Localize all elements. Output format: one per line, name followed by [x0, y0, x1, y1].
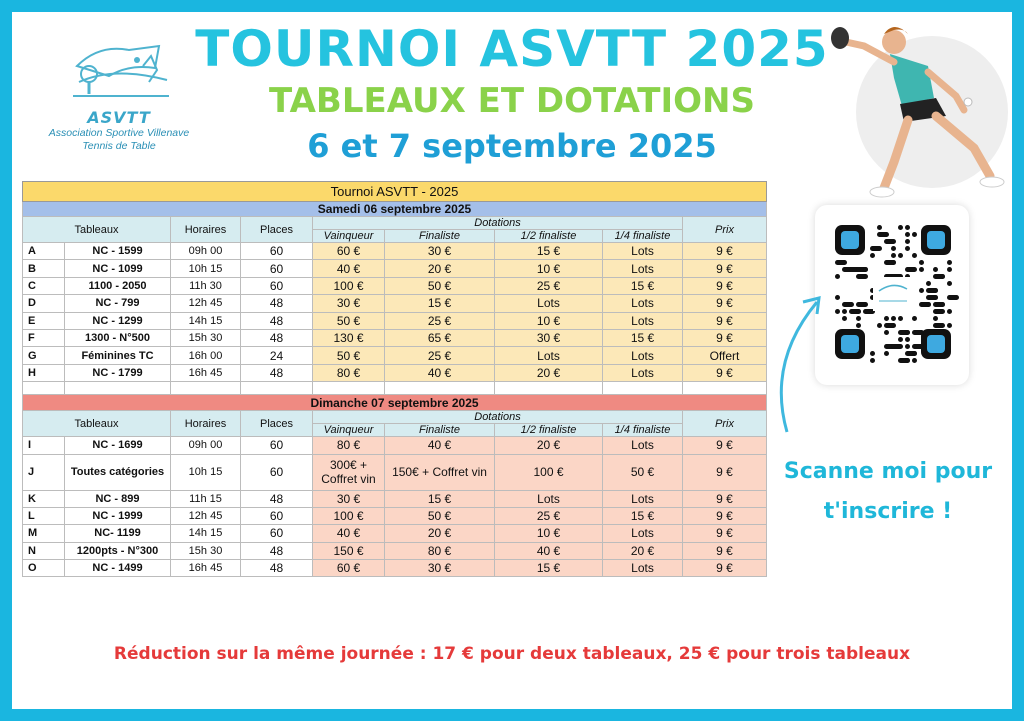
qr-module	[877, 323, 882, 328]
qr-module	[891, 344, 903, 349]
col-dotations: Dotations	[313, 217, 683, 230]
qr-module	[933, 323, 945, 328]
row-semifinalist: 40 €	[495, 542, 603, 559]
row-price: 9 €	[683, 243, 767, 260]
day-header: Samedi 06 septembre 2025	[23, 202, 767, 217]
logo-line-1: Association Sportive Villenave	[48, 127, 190, 139]
row-winner: 60 €	[313, 560, 385, 577]
row-winner: 150 €	[313, 542, 385, 559]
row-time: 16h 00	[171, 347, 241, 364]
qr-module	[912, 253, 917, 258]
row-price: 9 €	[683, 260, 767, 277]
row-time: 09h 00	[171, 437, 241, 454]
qr-module	[835, 260, 847, 265]
row-semifinalist: 10 €	[495, 260, 603, 277]
qr-module	[842, 302, 854, 307]
qr-module	[870, 358, 875, 363]
row-price: 9 €	[683, 364, 767, 381]
row-semifinalist: Lots	[495, 490, 603, 507]
row-semifinalist: Lots	[495, 295, 603, 312]
row-category: NC - 1799	[65, 364, 171, 381]
spacer-cell	[683, 382, 767, 395]
row-finalist: 15 €	[385, 295, 495, 312]
row-price: 9 €	[683, 525, 767, 542]
row-quarterfinalist: Lots	[603, 437, 683, 454]
row-letter: O	[23, 560, 65, 577]
row-places: 60	[241, 437, 313, 454]
col-finaliste: Finaliste	[385, 230, 495, 243]
row-winner: 50 €	[313, 347, 385, 364]
row-category: NC- 1199	[65, 525, 171, 542]
row-quarterfinalist: 15 €	[603, 507, 683, 524]
row-price: 9 €	[683, 329, 767, 346]
qr-module	[947, 260, 952, 265]
qr-module	[933, 309, 945, 314]
qr-module	[863, 267, 868, 272]
qr-module	[912, 330, 924, 335]
qr-module	[919, 288, 924, 293]
qr-module	[926, 302, 931, 307]
row-price: Offert	[683, 347, 767, 364]
spacer-cell	[65, 382, 171, 395]
row-finalist: 65 €	[385, 329, 495, 346]
row-finalist: 20 €	[385, 525, 495, 542]
row-time: 14h 15	[171, 312, 241, 329]
col-places: Places	[241, 217, 313, 243]
row-places: 60	[241, 525, 313, 542]
spacer-cell	[23, 382, 65, 395]
row-time: 12h 45	[171, 295, 241, 312]
row-time: 15h 30	[171, 542, 241, 559]
qr-module	[912, 232, 917, 237]
row-category: NC - 899	[65, 490, 171, 507]
row-quarterfinalist: Lots	[603, 525, 683, 542]
col-quart: 1/4 finaliste	[603, 424, 683, 437]
row-letter: G	[23, 347, 65, 364]
row-price: 9 €	[683, 277, 767, 294]
row-winner: 50 €	[313, 312, 385, 329]
row-time: 16h 45	[171, 560, 241, 577]
row-finalist: 25 €	[385, 312, 495, 329]
qr-module	[856, 323, 861, 328]
qr-module	[947, 309, 952, 314]
row-quarterfinalist: Lots	[603, 243, 683, 260]
row-winner: 60 €	[313, 243, 385, 260]
qr-module	[835, 274, 840, 279]
row-places: 48	[241, 295, 313, 312]
row-category: Féminines TC	[65, 347, 171, 364]
spacer-cell	[313, 382, 385, 395]
row-quarterfinalist: Lots	[603, 295, 683, 312]
row-time: 16h 45	[171, 364, 241, 381]
row-category: NC - 1099	[65, 260, 171, 277]
col-vainqueur: Vainqueur	[313, 230, 385, 243]
row-letter: K	[23, 490, 65, 507]
row-price: 9 €	[683, 454, 767, 490]
row-time: 14h 15	[171, 525, 241, 542]
row-price: 9 €	[683, 542, 767, 559]
row-places: 48	[241, 312, 313, 329]
row-price: 9 €	[683, 560, 767, 577]
row-places: 24	[241, 347, 313, 364]
col-dotations: Dotations	[313, 411, 683, 424]
qr-module	[891, 316, 896, 321]
row-time: 12h 45	[171, 507, 241, 524]
row-places: 48	[241, 490, 313, 507]
row-semifinalist: Lots	[495, 347, 603, 364]
qr-module	[933, 267, 938, 272]
spacer-cell	[495, 382, 603, 395]
row-letter: M	[23, 525, 65, 542]
row-quarterfinalist: 50 €	[603, 454, 683, 490]
row-letter: F	[23, 329, 65, 346]
row-category: NC - 1599	[65, 243, 171, 260]
qr-module	[947, 295, 959, 300]
row-category: NC - 1299	[65, 312, 171, 329]
qr-module	[947, 267, 952, 272]
row-quarterfinalist: 15 €	[603, 329, 683, 346]
row-time: 11h 15	[171, 490, 241, 507]
row-price: 9 €	[683, 312, 767, 329]
row-places: 48	[241, 364, 313, 381]
qr-module	[891, 253, 896, 258]
day-header: Dimanche 07 septembre 2025	[23, 395, 767, 411]
table-tennis-player-icon	[824, 12, 1014, 202]
row-category: Toutes catégories	[65, 454, 171, 490]
row-semifinalist: 10 €	[495, 525, 603, 542]
asvtt-logo-icon	[59, 36, 179, 106]
col-horaires: Horaires	[171, 411, 241, 437]
logo-name: ASVTT	[87, 108, 151, 127]
row-semifinalist: 20 €	[495, 437, 603, 454]
qr-module	[912, 316, 917, 321]
row-quarterfinalist: Lots	[603, 312, 683, 329]
col-places: Places	[241, 411, 313, 437]
row-quarterfinalist: Lots	[603, 260, 683, 277]
page-title: TOURNOI ASVTT 2025	[195, 20, 829, 78]
row-places: 48	[241, 560, 313, 577]
qr-code-icon	[815, 205, 969, 385]
page-subtitle: TABLEAUX ET DOTATIONS	[269, 81, 755, 121]
row-winner: 300€ + Coffret vin	[313, 454, 385, 490]
row-price: 9 €	[683, 507, 767, 524]
row-letter: D	[23, 295, 65, 312]
reduction-notice: Réduction sur la même journée : 17 € pour deux tableaux, 25 € pour trois tableaux	[113, 644, 911, 664]
row-semifinalist: 25 €	[495, 277, 603, 294]
row-places: 60	[241, 260, 313, 277]
row-places: 48	[241, 542, 313, 559]
row-semifinalist: 10 €	[495, 312, 603, 329]
row-winner: 80 €	[313, 364, 385, 381]
row-time: 10h 15	[171, 454, 241, 490]
qr-module	[947, 323, 952, 328]
row-finalist: 30 €	[385, 243, 495, 260]
row-finalist: 40 €	[385, 437, 495, 454]
col-tableaux: Tableaux	[23, 411, 171, 437]
row-places: 60	[241, 507, 313, 524]
qr-module	[905, 344, 910, 349]
row-letter: N	[23, 542, 65, 559]
row-category: 1200pts - N°300	[65, 542, 171, 559]
row-winner: 30 €	[313, 295, 385, 312]
qr-module	[870, 253, 875, 258]
col-finaliste: Finaliste	[385, 424, 495, 437]
qr-module	[870, 246, 882, 251]
col-demi: 1/2 finaliste	[495, 424, 603, 437]
row-places: 60	[241, 277, 313, 294]
qr-module	[856, 316, 861, 321]
row-letter: B	[23, 260, 65, 277]
qr-module	[884, 323, 896, 328]
row-semifinalist: 30 €	[495, 329, 603, 346]
col-vainqueur: Vainqueur	[313, 424, 385, 437]
qr-module	[905, 225, 910, 230]
qr-module	[933, 288, 938, 293]
row-letter: A	[23, 243, 65, 260]
row-finalist: 20 €	[385, 260, 495, 277]
row-letter: J	[23, 454, 65, 490]
qr-module	[884, 316, 889, 321]
col-prix: Prix	[683, 217, 767, 243]
col-prix: Prix	[683, 411, 767, 437]
row-letter: I	[23, 437, 65, 454]
col-demi: 1/2 finaliste	[495, 230, 603, 243]
row-finalist: 40 €	[385, 364, 495, 381]
row-winner: 80 €	[313, 437, 385, 454]
col-tableaux: Tableaux	[23, 217, 171, 243]
row-finalist: 30 €	[385, 560, 495, 577]
qr-module	[891, 246, 896, 251]
row-winner: 30 €	[313, 490, 385, 507]
row-winner: 40 €	[313, 525, 385, 542]
row-winner: 100 €	[313, 277, 385, 294]
spacer-cell	[603, 382, 683, 395]
qr-module	[842, 309, 847, 314]
qr-module	[856, 302, 868, 307]
row-quarterfinalist: Lots	[603, 347, 683, 364]
qr-module	[905, 330, 910, 335]
qr-module	[898, 316, 903, 321]
row-finalist: 15 €	[385, 490, 495, 507]
qr-module	[884, 239, 896, 244]
row-quarterfinalist: Lots	[603, 490, 683, 507]
qr-module	[905, 358, 910, 363]
qr-module	[884, 351, 889, 356]
row-price: 9 €	[683, 490, 767, 507]
row-category: NC - 799	[65, 295, 171, 312]
row-winner: 40 €	[313, 260, 385, 277]
row-letter: H	[23, 364, 65, 381]
qr-module	[947, 281, 952, 286]
row-time: 10h 15	[171, 260, 241, 277]
qr-module	[919, 260, 924, 265]
asvtt-logo	[34, 36, 204, 166]
tournament-table	[22, 181, 766, 577]
row-quarterfinalist: 15 €	[603, 277, 683, 294]
qr-module	[905, 239, 910, 244]
row-places: 60	[241, 243, 313, 260]
row-finalist: 150€ + Coffret vin	[385, 454, 495, 490]
row-quarterfinalist: Lots	[603, 364, 683, 381]
qr-module	[912, 351, 917, 356]
qr-module	[898, 253, 903, 258]
row-time: 09h 00	[171, 243, 241, 260]
row-places: 48	[241, 329, 313, 346]
row-price: 9 €	[683, 437, 767, 454]
qr-module	[877, 232, 889, 237]
row-category: 1300 - N°500	[65, 329, 171, 346]
qr-module	[933, 316, 938, 321]
spacer-cell	[241, 382, 313, 395]
qr-module	[912, 344, 924, 349]
qr-module	[919, 267, 924, 272]
row-finalist: 25 €	[385, 347, 495, 364]
qr-code[interactable]	[815, 205, 969, 385]
qr-module	[898, 337, 903, 342]
row-semifinalist: 15 €	[495, 560, 603, 577]
qr-module	[856, 274, 868, 279]
qr-module	[884, 330, 889, 335]
qr-module	[877, 225, 882, 230]
poster	[12, 12, 1012, 709]
row-price: 9 €	[683, 295, 767, 312]
qr-module	[898, 225, 903, 230]
qr-caption-line-1: Scanne moi pour	[783, 459, 993, 484]
row-letter: E	[23, 312, 65, 329]
qr-module	[940, 274, 945, 279]
row-quarterfinalist: Lots	[603, 560, 683, 577]
qr-module	[856, 309, 861, 314]
row-finalist: 50 €	[385, 277, 495, 294]
qr-module	[891, 260, 896, 265]
qr-module	[912, 358, 917, 363]
row-semifinalist: 25 €	[495, 507, 603, 524]
row-time: 15h 30	[171, 329, 241, 346]
row-quarterfinalist: 20 €	[603, 542, 683, 559]
row-category: NC - 1999	[65, 507, 171, 524]
row-category: 1100 - 2050	[65, 277, 171, 294]
qr-module	[926, 281, 931, 286]
spacer-cell	[171, 382, 241, 395]
event-dates: 6 et 7 septembre 2025	[307, 127, 717, 165]
row-finalist: 50 €	[385, 507, 495, 524]
row-letter: L	[23, 507, 65, 524]
row-finalist: 80 €	[385, 542, 495, 559]
row-winner: 130 €	[313, 329, 385, 346]
col-horaires: Horaires	[171, 217, 241, 243]
spacer-cell	[385, 382, 495, 395]
row-time: 11h 30	[171, 277, 241, 294]
row-semifinalist: 15 €	[495, 243, 603, 260]
row-category: NC - 1499	[65, 560, 171, 577]
curved-arrow-icon	[767, 282, 837, 442]
qr-module	[933, 295, 938, 300]
row-category: NC - 1699	[65, 437, 171, 454]
qr-caption-line-2: t'inscrire !	[823, 499, 953, 524]
row-places: 60	[241, 454, 313, 490]
col-quart: 1/4 finaliste	[603, 230, 683, 243]
qr-module	[940, 302, 945, 307]
qr-module	[842, 316, 847, 321]
qr-module	[905, 232, 910, 237]
qr-module	[905, 337, 910, 342]
logo-line-2: Tennis de Table	[82, 140, 156, 152]
qr-module	[905, 267, 917, 272]
row-semifinalist: 100 €	[495, 454, 603, 490]
row-semifinalist: 20 €	[495, 364, 603, 381]
qr-module	[870, 351, 875, 356]
table-title: Tournoi ASVTT - 2025	[23, 182, 767, 202]
row-letter: C	[23, 277, 65, 294]
row-winner: 100 €	[313, 507, 385, 524]
qr-caption	[764, 452, 1012, 532]
qr-module	[905, 246, 910, 251]
